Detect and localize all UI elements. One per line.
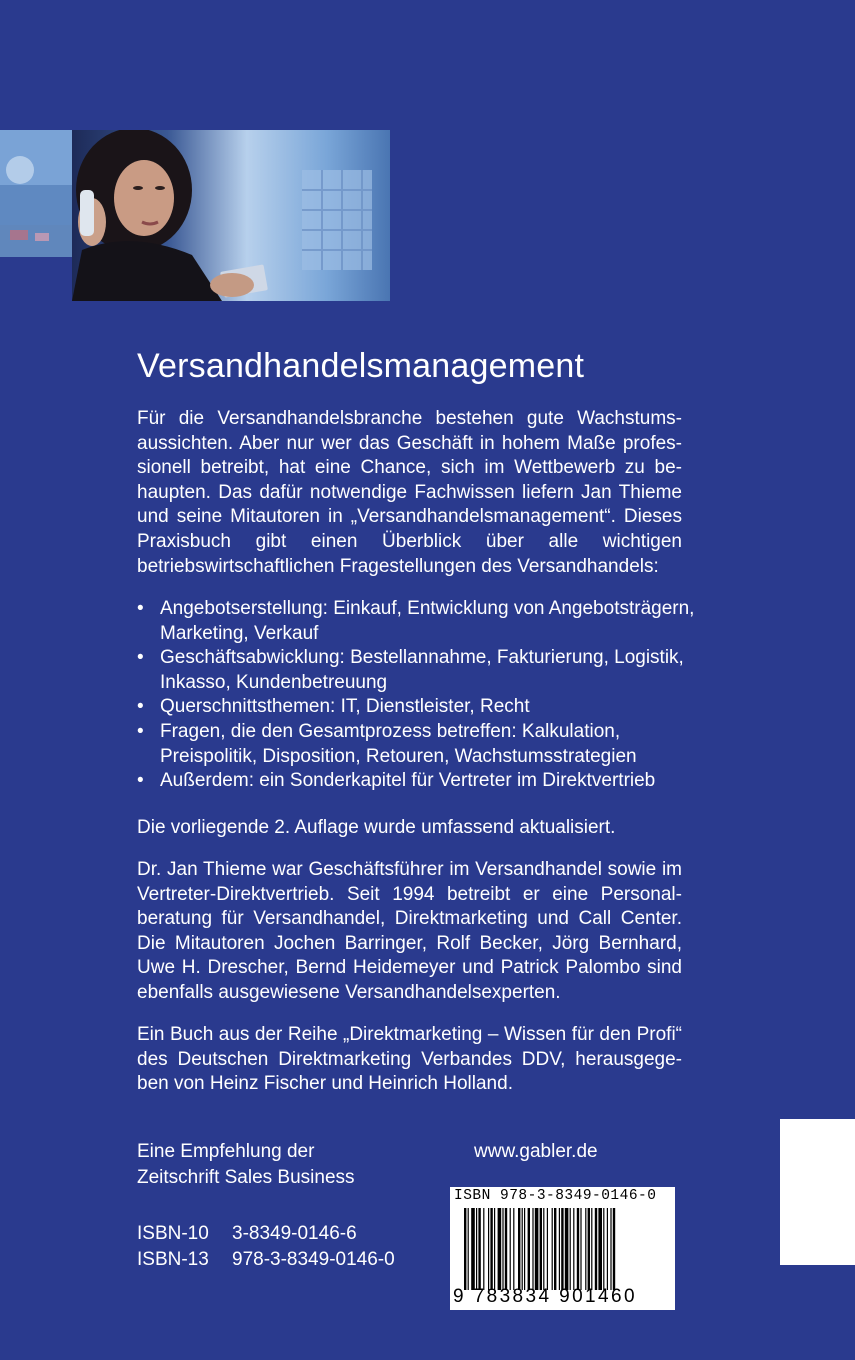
barcode-bar xyxy=(498,1208,502,1290)
cover-photo xyxy=(0,130,390,301)
recommendation xyxy=(137,1139,355,1191)
barcode-bar xyxy=(540,1208,542,1290)
isbn-10-label: ISBN-10 xyxy=(137,1223,209,1244)
barcode-bar xyxy=(490,1208,492,1290)
edition-note: Die vorliegende 2. Auflage wurde umfassend aktualisiert. xyxy=(137,817,616,838)
barcode-bar xyxy=(580,1208,581,1290)
author-bio: Dr. Jan Thieme war Geschäftsführer im Versandhandel sowie im Vertreter-Direktvertrieb. Seit 1994 betreibt er eine Personalberatung für Versandhandel, Direktmarketing und Call Center. Die Mitautoren Jochen Barringer, Rolf Becker, Jörg Bernhard, Uwe H. Drescher, Bernd Heidemeyer und Patrick Palombo sind ebenfalls ausgewiesene Versandhandelsexperten. xyxy=(137,859,682,1003)
barcode-bar xyxy=(483,1208,484,1290)
barcode-bar xyxy=(570,1208,571,1290)
barcode-bar xyxy=(528,1208,530,1290)
barcode-bar xyxy=(468,1208,469,1290)
book-title: Versandhandelsmanagement xyxy=(137,347,585,385)
barcode-bar xyxy=(535,1208,539,1290)
barcode-bar xyxy=(613,1208,615,1290)
barcode-bar xyxy=(603,1208,604,1290)
list-item: • Außerdem: ein Sonderkapitel für Vertreter im Direktvertrieb xyxy=(137,769,697,794)
barcode-bar xyxy=(588,1208,590,1290)
barcode-bar xyxy=(610,1208,611,1290)
barcode-bar xyxy=(532,1208,533,1290)
recommendation-line-1: Eine Empfehlung der xyxy=(137,1141,315,1162)
isbn-13-label: ISBN-13 xyxy=(137,1249,209,1270)
list-item: • Querschnittsthemen: IT, Dienstleister, Recht xyxy=(137,695,697,720)
barcode-bar xyxy=(471,1208,475,1290)
barcode-bar xyxy=(476,1208,477,1290)
barcode-bar xyxy=(565,1208,569,1290)
barcode-bar xyxy=(505,1208,507,1290)
barcode-bar xyxy=(494,1208,495,1290)
barcode-bar xyxy=(518,1208,520,1290)
barcode-bar xyxy=(585,1208,586,1290)
barcode-bar xyxy=(543,1208,544,1290)
intro-paragraph: Für die Versandhandelsbranche bestehen gute Wachstumsaussichten. Aber nur wer das Geschäft in hohem Maße professionell betreibt, hat eine Chance, sich im Wettbewerb zu behaupten. Das dafür notwendige Fachwissen liefern Jan Thieme und seine Mitautoren in „Versandhandelsmanagement“. Dieses Praxisbuch gibt einen Überblick über alle wichtigen betriebswirtschaftlichen Fragestellungen des Versandhandels: xyxy=(137,408,682,577)
topic-list xyxy=(137,597,697,794)
list-item: • Fragen, die den Gesamtprozess betreffen: Kalkulation, Preispolitik, Disposition, Retouren, Wachstumsstrategien xyxy=(137,720,637,767)
bullet-icon: • xyxy=(137,598,144,619)
barcode-digits: 9 783834 901460 xyxy=(453,1286,637,1307)
barcode-bar xyxy=(591,1208,592,1290)
isbn-13-value: 978-3-8349-0146-0 xyxy=(232,1249,395,1270)
barcode-bar xyxy=(559,1208,560,1290)
barcode-bar xyxy=(510,1208,511,1290)
barcode-bars-icon xyxy=(464,1208,664,1290)
barcode-bar xyxy=(547,1208,548,1290)
photo-main-woman-phone xyxy=(72,130,390,301)
barcode-bar xyxy=(595,1208,597,1290)
barcode-isbn-text: ISBN 978-3-8349-0146-0 xyxy=(454,1188,657,1204)
publisher-website: www.gabler.de xyxy=(474,1141,598,1162)
photo-left-strip xyxy=(0,130,72,257)
list-item: • Geschäftsabwicklung: Bestellannahme, Fakturierung, Logistik, Inkasso, Kundenbetreuung xyxy=(137,647,684,693)
barcode-bar xyxy=(502,1208,503,1290)
barcode-bar xyxy=(607,1208,608,1290)
barcode-bar xyxy=(478,1208,480,1290)
barcode-bar xyxy=(524,1208,525,1290)
recommendation-line-2: Zeitschrift Sales Business xyxy=(137,1167,355,1188)
isbn-10-value: 3-8349-0146-6 xyxy=(232,1223,357,1244)
white-label-area xyxy=(780,1119,855,1265)
isbn-block xyxy=(137,1221,395,1273)
barcode xyxy=(450,1187,675,1310)
barcode-bar xyxy=(513,1208,514,1290)
barcode-bar xyxy=(573,1208,574,1290)
barcode-bar xyxy=(552,1208,553,1290)
barcode-bar xyxy=(522,1208,523,1290)
barcode-bar xyxy=(561,1208,563,1290)
barcode-bar xyxy=(554,1208,556,1290)
isbn-10-row xyxy=(137,1221,395,1247)
isbn-13-row xyxy=(137,1247,395,1273)
bullet-icon: • xyxy=(137,770,144,792)
bullet-icon: • xyxy=(137,720,144,742)
series-note: Ein Buch aus der Reihe „Direktmarketing – Wissen für den Profi“ des Deutschen Direktmarketing Verbandes DDV, herausgegeben von Heinz Fischer und Heinrich Holland. xyxy=(137,1024,682,1095)
list-item: • Angebotserstellung: Einkauf, Entwicklung von Angebotsträgern, Marketing, Verkauf xyxy=(137,598,695,644)
barcode-bar xyxy=(464,1208,466,1290)
barcode-bar xyxy=(598,1208,602,1290)
bullet-icon: • xyxy=(137,647,144,669)
bullet-icon: • xyxy=(137,696,144,718)
barcode-bar xyxy=(577,1208,579,1290)
barcode-bar xyxy=(488,1208,489,1290)
